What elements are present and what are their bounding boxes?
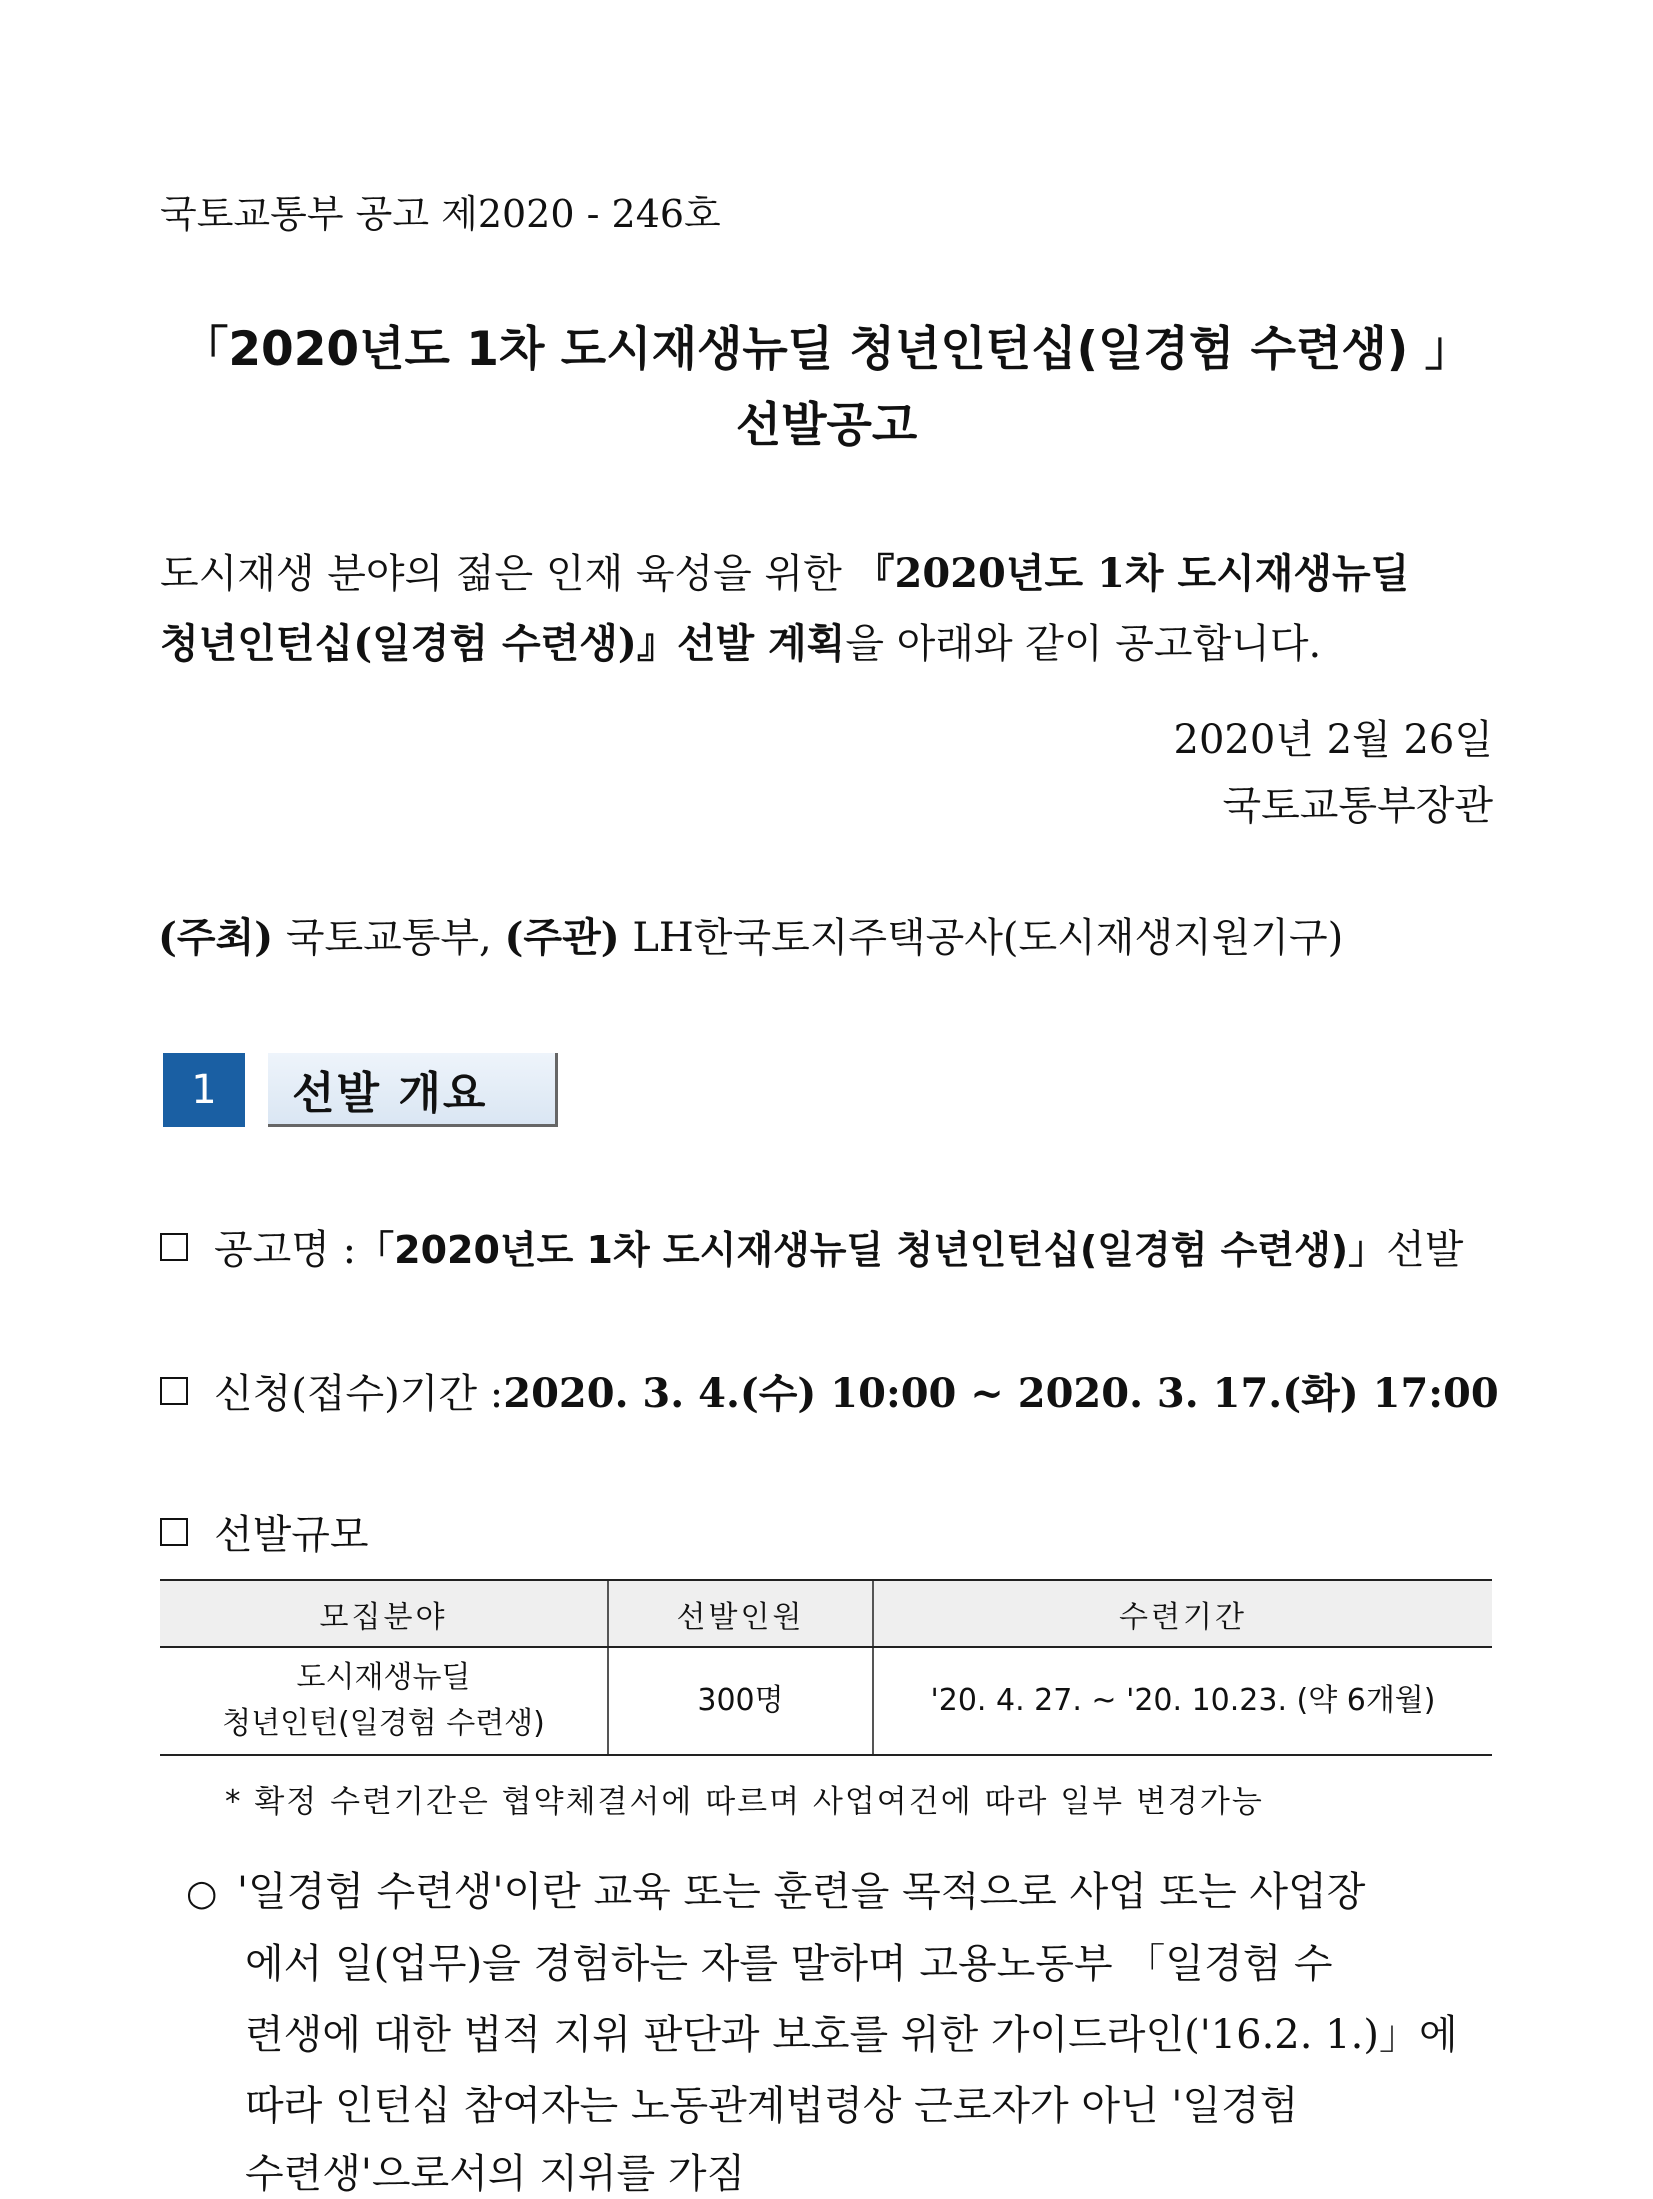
field-line2: 청년인턴(일경험 수련생)	[222, 1706, 545, 1741]
field-line1: 도시재생뉴딜	[296, 1660, 471, 1695]
selection-scale-table	[160, 1579, 1492, 1756]
organizers-line	[158, 906, 1343, 963]
intro-bold-text: 청년인턴십(일경험 수련생)』선발 계획	[160, 620, 846, 667]
issuer-name: 국토교통부장관	[1222, 783, 1493, 829]
circle-bullet-icon: ○	[186, 1873, 218, 1914]
table-header-count: 선발인원	[608, 1580, 873, 1647]
table-header-period: 수련기간	[873, 1580, 1492, 1647]
host-label: (주최)	[158, 914, 274, 961]
table-cell-count: 300명	[608, 1647, 873, 1755]
announcement-date: 2020년 2월 26일	[1173, 717, 1493, 763]
item-application-period	[160, 1362, 1499, 1419]
item-label: 공고명 :	[214, 1227, 357, 1273]
item-suffix: 선발	[1386, 1227, 1464, 1273]
bullet-text-line-1: '일경험 수련생'이란 교육 또는 훈련을 목적으로 사업 또는 사업장	[237, 1869, 1366, 1915]
item-value: 2020. 3. 4.(수) 10:00 ~ 2020. 3. 17.(화) 17:00	[503, 1370, 1499, 1417]
table-footnote: * 확정 수련기간은 협약체결서에 따르며 사업여건에 따라 일부 변경가능	[225, 1784, 1264, 1820]
checkbox-square-icon	[160, 1518, 188, 1546]
checkbox-square-icon	[160, 1233, 188, 1261]
bullet-text-line-3: 련생에 대한 법적 지위 판단과 보호를 위한 가이드라인('16.2. 1.)」에	[245, 2012, 1458, 2058]
item-label: 신청(접수)기간 :	[214, 1371, 504, 1417]
intro-bold-text: 『2020년도 1차 도시재생뉴딜	[854, 550, 1410, 597]
table-row	[160, 1647, 1492, 1755]
table-cell-field	[160, 1647, 608, 1755]
notice-number: 국토교통부 공고 제2020 - 246호	[160, 192, 721, 236]
item-announcement-name	[160, 1218, 1463, 1275]
organizer-name: LH한국토지주택공사(도시재생지원기구)	[619, 915, 1344, 961]
bullet-text-line-4: 따라 인턴십 참여자는 노동관계법령상 근로자가 아닌 '일경험	[245, 2083, 1299, 2129]
organizer-label: (주관)	[504, 914, 620, 961]
table-cell-period: '20. 4. 27. ~ '20. 10.23. (약 6개월)	[873, 1647, 1492, 1755]
document-title-line1: 「2020년도 1차 도시재생뉴딜 청년인턴십(일경험 수련생) 」	[181, 322, 1472, 377]
intro-line-2	[160, 612, 1321, 669]
intro-text: 을 아래와 같이 공고합니다.	[845, 621, 1322, 667]
intro-line-1	[160, 542, 1409, 599]
section-title: 선발 개요	[292, 1067, 488, 1119]
checkbox-square-icon	[160, 1377, 188, 1405]
intro-text: 도시재생 분야의 젊은 인재 육성을 위한	[160, 551, 855, 597]
bullet-text-line-2: 에서 일(업무)을 경험하는 자를 말하며 고용노동부 「일경험 수	[245, 1941, 1333, 1987]
host-name: 국토교통부,	[273, 915, 505, 961]
bullet-text-line-5: 수련생'으로서의 지위를 가짐	[245, 2151, 746, 2197]
item-selection-scale	[160, 1503, 369, 1560]
section-number-badge: 1	[163, 1053, 245, 1127]
table-header-row	[160, 1580, 1492, 1647]
section-title-box	[268, 1053, 558, 1127]
item-label: 선발규모	[214, 1512, 369, 1558]
document-title	[0, 312, 1653, 464]
document-title-line2: 선발공고	[735, 398, 918, 453]
table-header-field: 모집분야	[160, 1580, 608, 1647]
item-value: 「2020년도 1차 도시재생뉴딜 청년인턴십(일경험 수련생)」	[356, 1228, 1387, 1272]
